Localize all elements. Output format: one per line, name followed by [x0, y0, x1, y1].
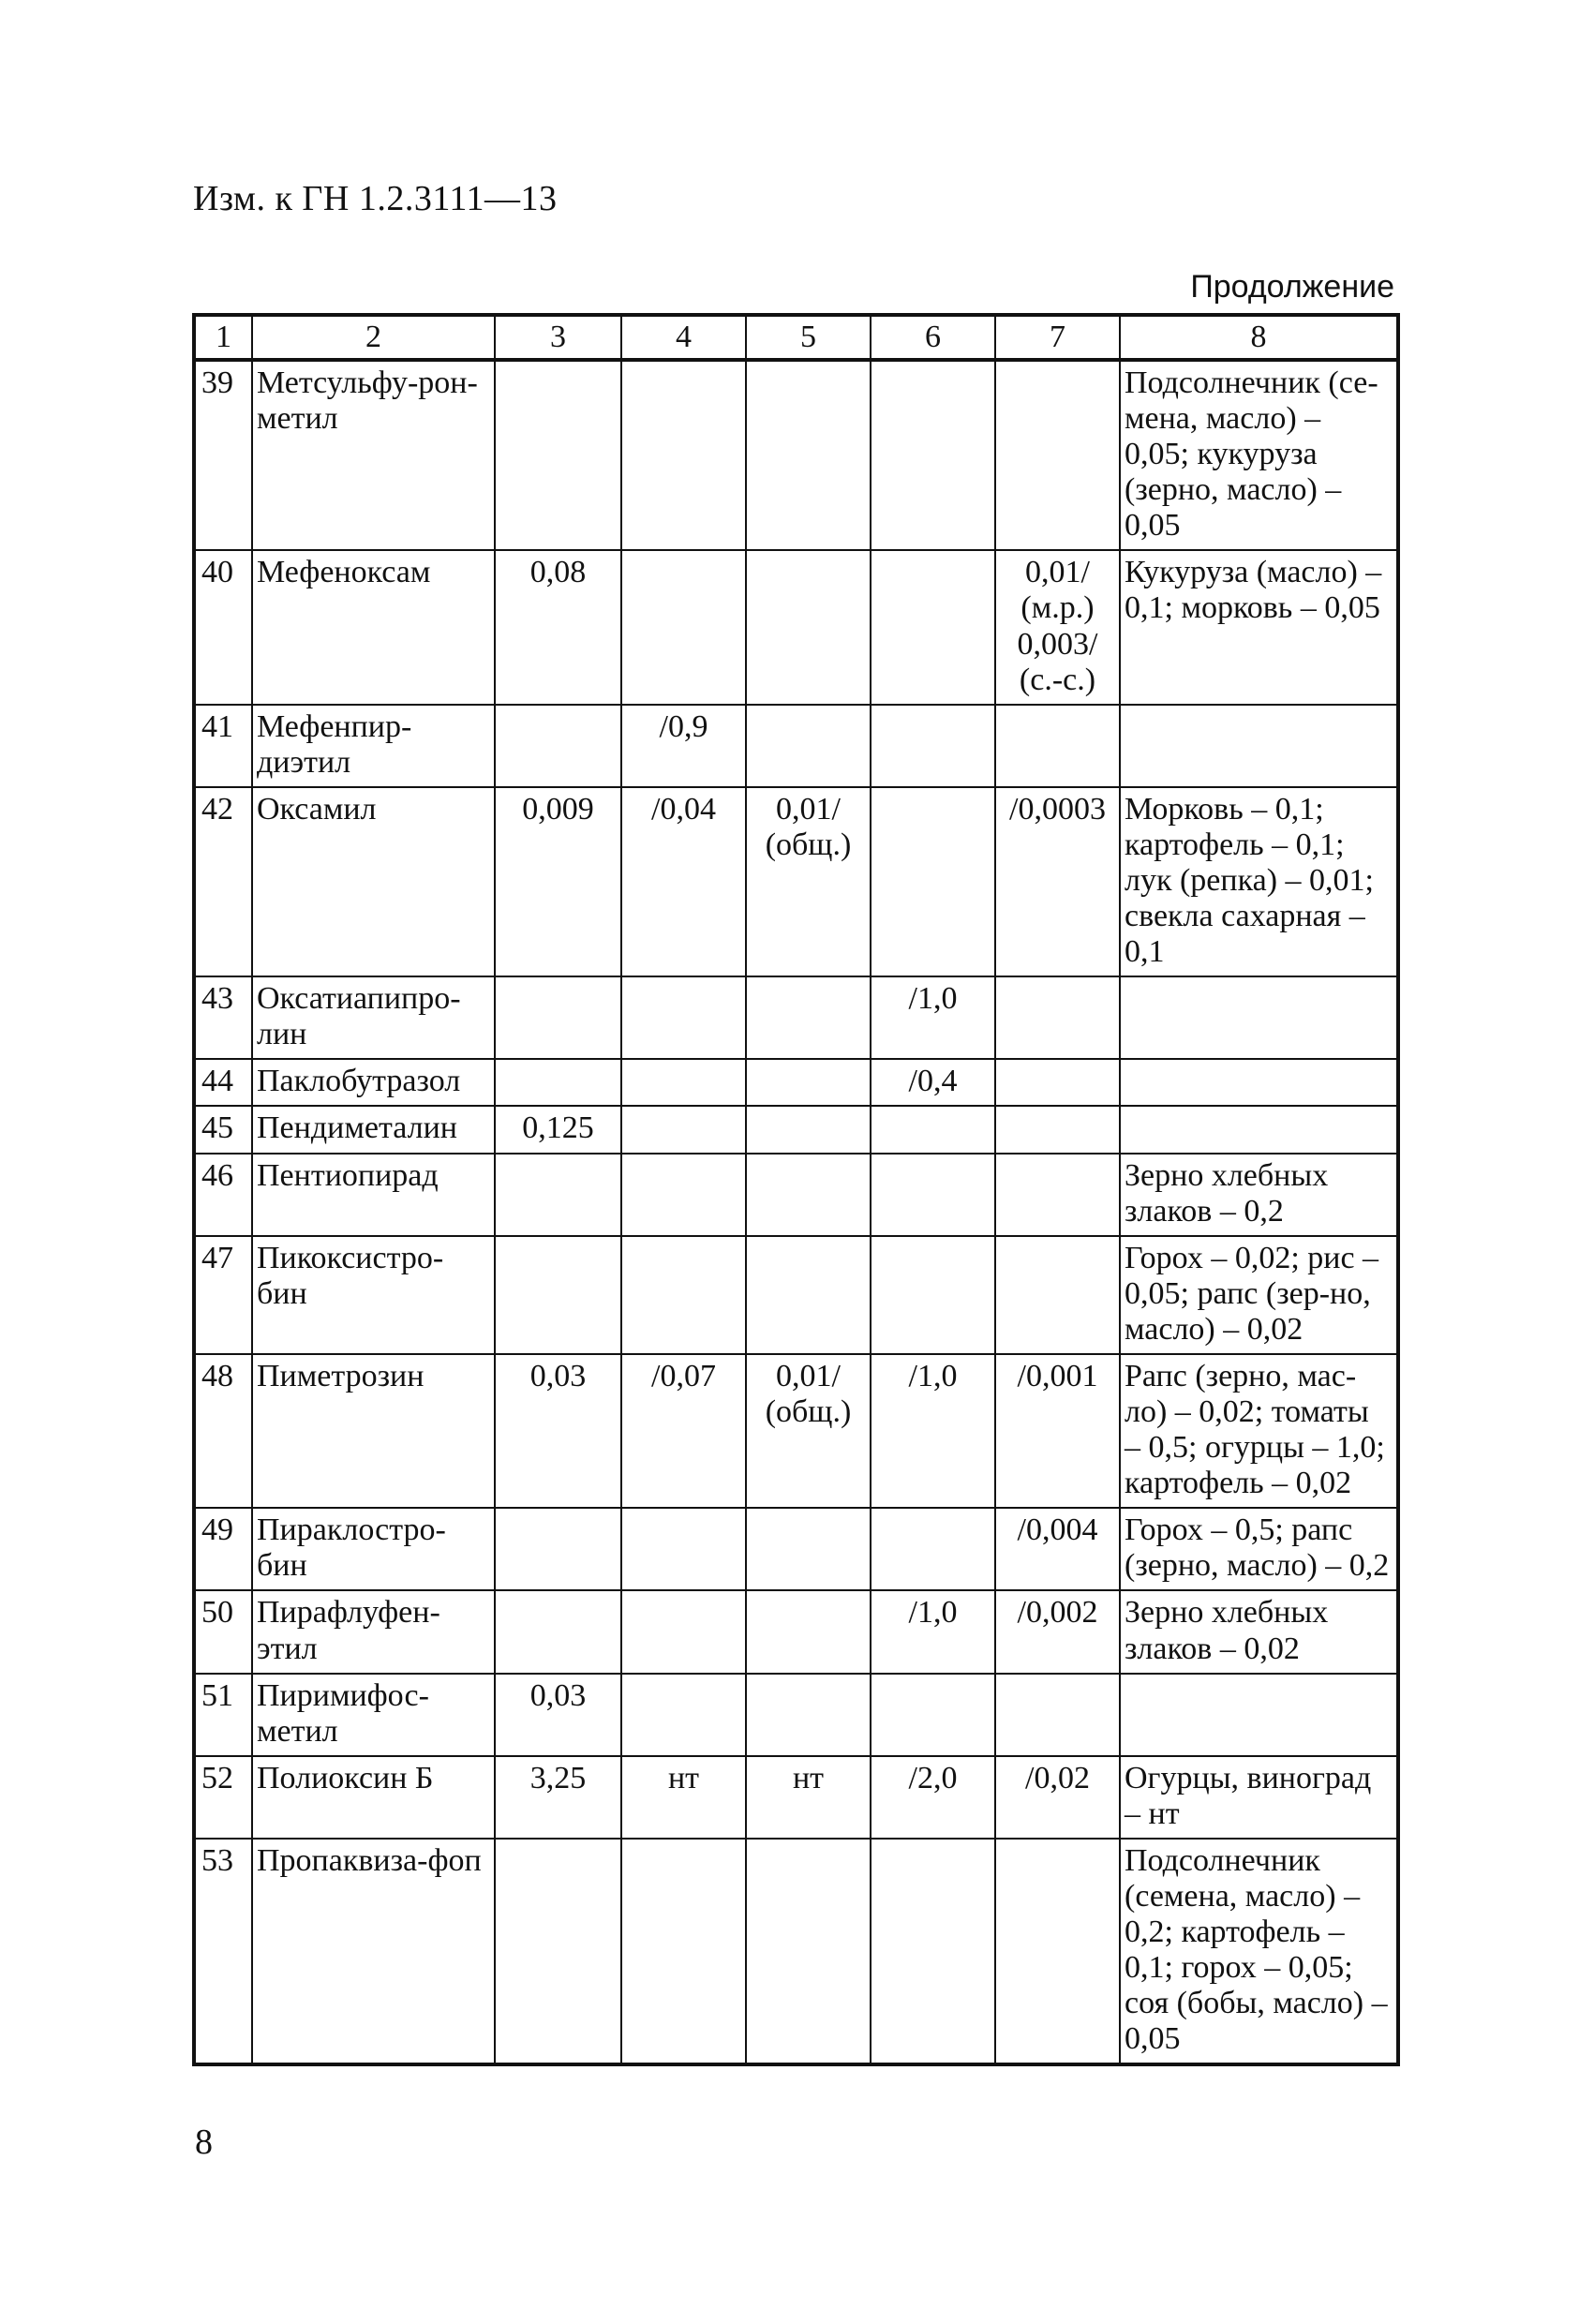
value-col-7 [995, 976, 1120, 1059]
value-col-5 [746, 1236, 871, 1354]
value-col-6 [871, 705, 995, 787]
value-col-7 [995, 1154, 1120, 1236]
value-col-6: /1,0 [871, 976, 995, 1059]
value-col-3: 0,009 [495, 787, 621, 976]
substance-name: Мефеноксам [252, 550, 495, 704]
value-col-3 [495, 1590, 621, 1673]
value-col-4 [621, 550, 746, 704]
document-header: Изм. к ГН 1.2.3111—13 [193, 179, 558, 218]
note-col-8: Горох – 0,5; рапс (зерно, масло) – 0,2 [1120, 1508, 1398, 1590]
substance-name: Полиоксин Б [252, 1756, 495, 1839]
value-col-5 [746, 1106, 871, 1153]
value-col-4 [621, 976, 746, 1059]
note-col-8: Подсолнечник (се-мена, масло) – 0,05; кукуруза (зерно, масло) – 0,05 [1120, 360, 1398, 550]
table-row [194, 550, 1398, 704]
table-row [194, 1059, 1398, 1106]
table-header-row [194, 315, 1398, 360]
note-col-8 [1120, 1674, 1398, 1756]
column-header-5: 5 [746, 315, 871, 360]
value-col-5 [746, 1154, 871, 1236]
data-table [192, 313, 1400, 2066]
value-col-5 [746, 360, 871, 550]
value-col-3 [495, 360, 621, 550]
note-col-8 [1120, 1059, 1398, 1106]
value-col-7 [995, 1839, 1120, 2064]
note-col-8 [1120, 705, 1398, 787]
row-number: 46 [194, 1154, 252, 1236]
note-col-8: Зерно хлебных злаков – 0,2 [1120, 1154, 1398, 1236]
column-header-3: 3 [495, 315, 621, 360]
table-row [194, 705, 1398, 787]
value-col-7: /0,001 [995, 1354, 1120, 1508]
table-row [194, 360, 1398, 550]
table-row [194, 1236, 1398, 1354]
value-col-5 [746, 550, 871, 704]
value-col-7: /0,002 [995, 1590, 1120, 1673]
substance-name: Пирафлуфен-этил [252, 1590, 495, 1673]
value-col-4 [621, 1106, 746, 1153]
note-col-8: Подсолнечник (семена, масло) – 0,2; картофель – 0,1; горох – 0,05; соя (бобы, масло) – 0,05 [1120, 1839, 1398, 2064]
row-number: 45 [194, 1106, 252, 1153]
value-col-7 [995, 1106, 1120, 1153]
value-col-4: нт [621, 1756, 746, 1839]
column-header-2: 2 [252, 315, 495, 360]
value-col-6: /1,0 [871, 1354, 995, 1508]
value-col-6: /0,4 [871, 1059, 995, 1106]
value-col-6: /2,0 [871, 1756, 995, 1839]
substance-name: Мефенпир-диэтил [252, 705, 495, 787]
value-col-7 [995, 705, 1120, 787]
substance-name: Паклобутразол [252, 1059, 495, 1106]
row-number: 42 [194, 787, 252, 976]
note-col-8: Рапс (зерно, мас-ло) – 0,02; томаты – 0,5; огурцы – 1,0; картофель – 0,02 [1120, 1354, 1398, 1508]
value-col-4: /0,9 [621, 705, 746, 787]
value-col-4 [621, 360, 746, 550]
substance-name: Пираклостро-бин [252, 1508, 495, 1590]
value-col-3: 3,25 [495, 1756, 621, 1839]
substance-name: Метсульфу-рон-метил [252, 360, 495, 550]
table-row [194, 1106, 1398, 1153]
row-number: 53 [194, 1839, 252, 2064]
column-header-8: 8 [1120, 315, 1398, 360]
table-row [194, 787, 1398, 976]
row-number: 48 [194, 1354, 252, 1508]
value-col-4: /0,04 [621, 787, 746, 976]
value-col-3 [495, 1236, 621, 1354]
value-col-6 [871, 550, 995, 704]
row-number: 44 [194, 1059, 252, 1106]
value-col-4 [621, 1059, 746, 1106]
value-col-3 [495, 1154, 621, 1236]
table-body [194, 360, 1398, 2064]
value-col-3: 0,125 [495, 1106, 621, 1153]
value-col-6 [871, 1106, 995, 1153]
value-col-3: 0,03 [495, 1354, 621, 1508]
table-row [194, 1590, 1398, 1673]
table-row [194, 976, 1398, 1059]
value-col-4 [621, 1508, 746, 1590]
row-number: 52 [194, 1756, 252, 1839]
value-col-6 [871, 787, 995, 976]
value-col-7 [995, 1059, 1120, 1106]
value-col-6 [871, 1674, 995, 1756]
row-number: 51 [194, 1674, 252, 1756]
row-number: 49 [194, 1508, 252, 1590]
table-row [194, 1354, 1398, 1508]
value-col-6 [871, 360, 995, 550]
page-number: 8 [195, 2123, 213, 2162]
column-header-6: 6 [871, 315, 995, 360]
value-col-4 [621, 1154, 746, 1236]
value-col-6 [871, 1508, 995, 1590]
value-col-3 [495, 705, 621, 787]
value-col-6 [871, 1154, 995, 1236]
row-number: 47 [194, 1236, 252, 1354]
value-col-3: 0,03 [495, 1674, 621, 1756]
substance-name: Пиметрозин [252, 1354, 495, 1508]
value-col-4 [621, 1236, 746, 1354]
row-number: 39 [194, 360, 252, 550]
table-row [194, 1508, 1398, 1590]
value-col-7 [995, 360, 1120, 550]
note-col-8: Горох – 0,02; рис – 0,05; рапс (зер-но, масло) – 0,02 [1120, 1236, 1398, 1354]
substance-name: Пропаквиза-фоп [252, 1839, 495, 2064]
value-col-7: 0,01/ (м.р.) 0,003/ (с.-с.) [995, 550, 1120, 704]
value-col-7: /0,0003 [995, 787, 1120, 976]
value-col-5: 0,01/ (общ.) [746, 787, 871, 976]
note-col-8: Огурцы, виноград – нт [1120, 1756, 1398, 1839]
substance-name: Оксамил [252, 787, 495, 976]
row-number: 41 [194, 705, 252, 787]
value-col-5 [746, 705, 871, 787]
column-header-7: 7 [995, 315, 1120, 360]
value-col-3 [495, 1839, 621, 2064]
table-row [194, 1756, 1398, 1839]
note-col-8: Кукуруза (масло) – 0,1; морковь – 0,05 [1120, 550, 1398, 704]
row-number: 43 [194, 976, 252, 1059]
value-col-5 [746, 1059, 871, 1106]
value-col-4: /0,07 [621, 1354, 746, 1508]
value-col-5 [746, 1508, 871, 1590]
substance-name: Пендиметалин [252, 1106, 495, 1153]
value-col-3 [495, 976, 621, 1059]
value-col-7 [995, 1674, 1120, 1756]
table-row [194, 1839, 1398, 2064]
value-col-7: /0,004 [995, 1508, 1120, 1590]
value-col-3: 0,08 [495, 550, 621, 704]
value-col-7 [995, 1236, 1120, 1354]
substance-name: Пентиопирад [252, 1154, 495, 1236]
note-col-8 [1120, 976, 1398, 1059]
value-col-6 [871, 1839, 995, 2064]
value-col-5 [746, 1839, 871, 2064]
value-col-7: /0,02 [995, 1756, 1120, 1839]
column-header-4: 4 [621, 315, 746, 360]
note-col-8: Морковь – 0,1; картофель – 0,1; лук (репка) – 0,01; свекла сахарная – 0,1 [1120, 787, 1398, 976]
value-col-4 [621, 1590, 746, 1673]
value-col-6: /1,0 [871, 1590, 995, 1673]
value-col-5: нт [746, 1756, 871, 1839]
value-col-5 [746, 1674, 871, 1756]
column-header-1: 1 [194, 315, 252, 360]
value-col-5: 0,01/ (общ.) [746, 1354, 871, 1508]
row-number: 50 [194, 1590, 252, 1673]
value-col-5 [746, 976, 871, 1059]
note-col-8 [1120, 1106, 1398, 1153]
value-col-4 [621, 1674, 746, 1756]
table-row [194, 1154, 1398, 1236]
continuation-label: Продолжение [1190, 269, 1394, 305]
value-col-3 [495, 1508, 621, 1590]
note-col-8: Зерно хлебных злаков – 0,02 [1120, 1590, 1398, 1673]
value-col-4 [621, 1839, 746, 2064]
substance-name: Оксатиапипро-лин [252, 976, 495, 1059]
value-col-3 [495, 1059, 621, 1106]
value-col-5 [746, 1590, 871, 1673]
substance-name: Пиримифос-метил [252, 1674, 495, 1756]
table-row [194, 1674, 1398, 1756]
value-col-6 [871, 1236, 995, 1354]
row-number: 40 [194, 550, 252, 704]
substance-name: Пикоксистро-бин [252, 1236, 495, 1354]
